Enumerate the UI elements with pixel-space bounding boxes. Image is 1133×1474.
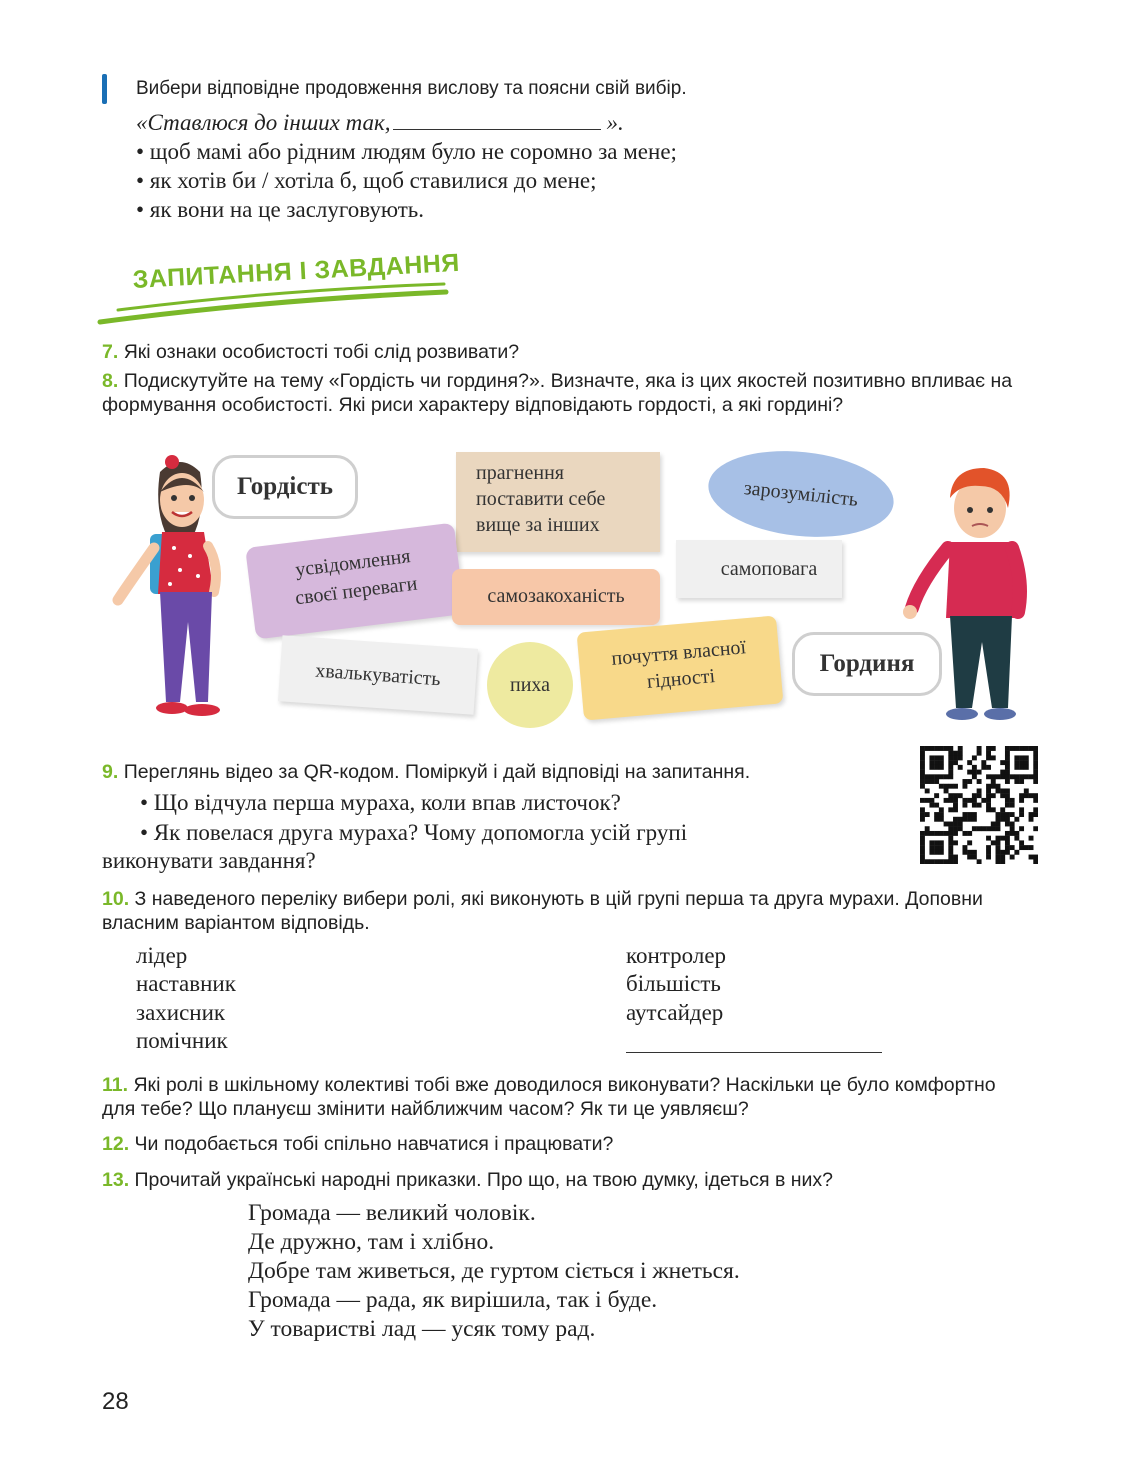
question-8 bbox=[102, 369, 1032, 417]
question-7 bbox=[102, 340, 1032, 364]
question-number: 10. bbox=[102, 888, 130, 910]
question-number: 7. bbox=[102, 341, 119, 363]
question-text: З наведеного переліку вибери ролі, які виконують в цій групі перша та друга мурахи. Доповни власним варіантом відповідь. bbox=[102, 888, 983, 934]
question-text: Які ознаки особистості тобі слід розвивати? bbox=[123, 341, 520, 363]
question-9-bullet-2-cont: виконувати завдання? bbox=[102, 848, 316, 873]
question-number: 11. bbox=[102, 1074, 129, 1096]
quote-end: ». bbox=[606, 110, 624, 135]
question-11 bbox=[102, 1073, 1032, 1121]
role-left-1: лідер bbox=[136, 943, 188, 968]
question-number: 13. bbox=[102, 1169, 130, 1191]
intro-instruction: Вибери відповідне продовження вислову та поясни свій вибір. bbox=[136, 78, 687, 99]
question-text: Переглянь відео за QR-кодом. Поміркуй і дай відповіді на запитання. bbox=[123, 761, 751, 783]
sticker-haughtiness: пиха bbox=[487, 642, 573, 728]
proverb-4: Громада — рада, як вирішила, так і буде. bbox=[248, 1287, 658, 1313]
sticker-narcissism: самозакоханість bbox=[452, 569, 660, 625]
sticker-boastfulness: хвалькуватість bbox=[278, 635, 478, 715]
bubble-arrogance: Гординя bbox=[792, 632, 942, 696]
proverb-3: Добре там живеться, де гуртом сіється і жнеться. bbox=[248, 1258, 740, 1284]
proverb-2: Де дружно, там і хлібно. bbox=[248, 1229, 495, 1255]
sticker-line: вище за інших bbox=[476, 514, 600, 536]
role-left-2: наставник bbox=[136, 971, 236, 996]
question-text: Чи подобається тобі спільно навчатися і працювати? bbox=[134, 1133, 614, 1155]
role-left-4: помічник bbox=[136, 1028, 228, 1053]
sticker-self-respect: самоповага bbox=[676, 540, 842, 598]
question-9-bullet-2: • Як повелася друга мураха? Чому допомогла усій групі bbox=[140, 820, 688, 845]
bubble-pride: Гордість bbox=[212, 455, 358, 519]
role-right-1: контролер bbox=[626, 943, 727, 968]
sticker-line: своєї переваги bbox=[293, 572, 419, 610]
sticker-line: усвідомлення bbox=[293, 545, 412, 582]
intro-option-3: • як вони на це заслуговують. bbox=[136, 197, 424, 222]
blue-accent-bar bbox=[102, 74, 107, 104]
page-number: 28 bbox=[102, 1388, 129, 1415]
question-number: 8. bbox=[102, 370, 119, 392]
sticker-self-dignity bbox=[577, 615, 784, 720]
question-12 bbox=[102, 1132, 1032, 1156]
quote-start: «Ставлюся до інших так, bbox=[136, 110, 391, 135]
question-text: Прочитай українські народні приказки. Про що, на твою думку, ідеться в них? bbox=[134, 1169, 834, 1191]
sticker-striving-above-others bbox=[456, 452, 660, 552]
question-text: Які ролі в шкільному колективі тобі вже доводилося виконувати? Наскільки це було комфортно для тебе? Що плануєш змінити найближчим часом? Як ти це уявляєш? bbox=[102, 1074, 996, 1120]
question-13 bbox=[102, 1168, 1032, 1192]
sticker-line: поставити себе bbox=[476, 488, 606, 510]
question-text: Подискутуйте на тему «Гордість чи гординя?». Визначте, яка із цих якостей позитивно впливає на формування особистості. Які риси характеру відповідають гордості, а які гордині? bbox=[102, 370, 1013, 416]
question-10 bbox=[102, 887, 1032, 935]
proverb-5: У товаристві лад — усяк тому рад. bbox=[248, 1316, 596, 1342]
sticker-awareness-of-superiority bbox=[245, 523, 465, 640]
quote-blank bbox=[393, 111, 601, 130]
role-left-3: захисник bbox=[136, 1000, 226, 1025]
section-title: ЗАПИТАННЯ І ЗАВДАННЯ bbox=[132, 248, 461, 294]
intro-option-1: • щоб мамі або рідним людям було не соромно за мене; bbox=[136, 139, 677, 164]
intro-quote bbox=[136, 110, 624, 136]
sticker-conceit: зарозумілість bbox=[704, 443, 898, 546]
sticker-line: гідності bbox=[645, 665, 716, 693]
role-right-3: аутсайдер bbox=[626, 1000, 724, 1025]
sticker-line: почуття власної bbox=[610, 636, 747, 670]
role-right-2: більшість bbox=[626, 971, 721, 996]
proverb-1: Громада — великий чоловік. bbox=[248, 1200, 536, 1226]
question-9 bbox=[102, 760, 902, 784]
question-number: 12. bbox=[102, 1133, 130, 1155]
qr-code[interactable] bbox=[920, 746, 1038, 864]
sticker-line: прагнення bbox=[476, 462, 564, 484]
question-number: 9. bbox=[102, 761, 119, 783]
role-answer-blank bbox=[626, 1052, 882, 1053]
question-9-bullet-1: • Що відчула перша мураха, коли впав листочок? bbox=[140, 790, 621, 815]
intro-option-2: • як хотів би / хотіла б, щоб ставилися до мене; bbox=[136, 168, 597, 193]
